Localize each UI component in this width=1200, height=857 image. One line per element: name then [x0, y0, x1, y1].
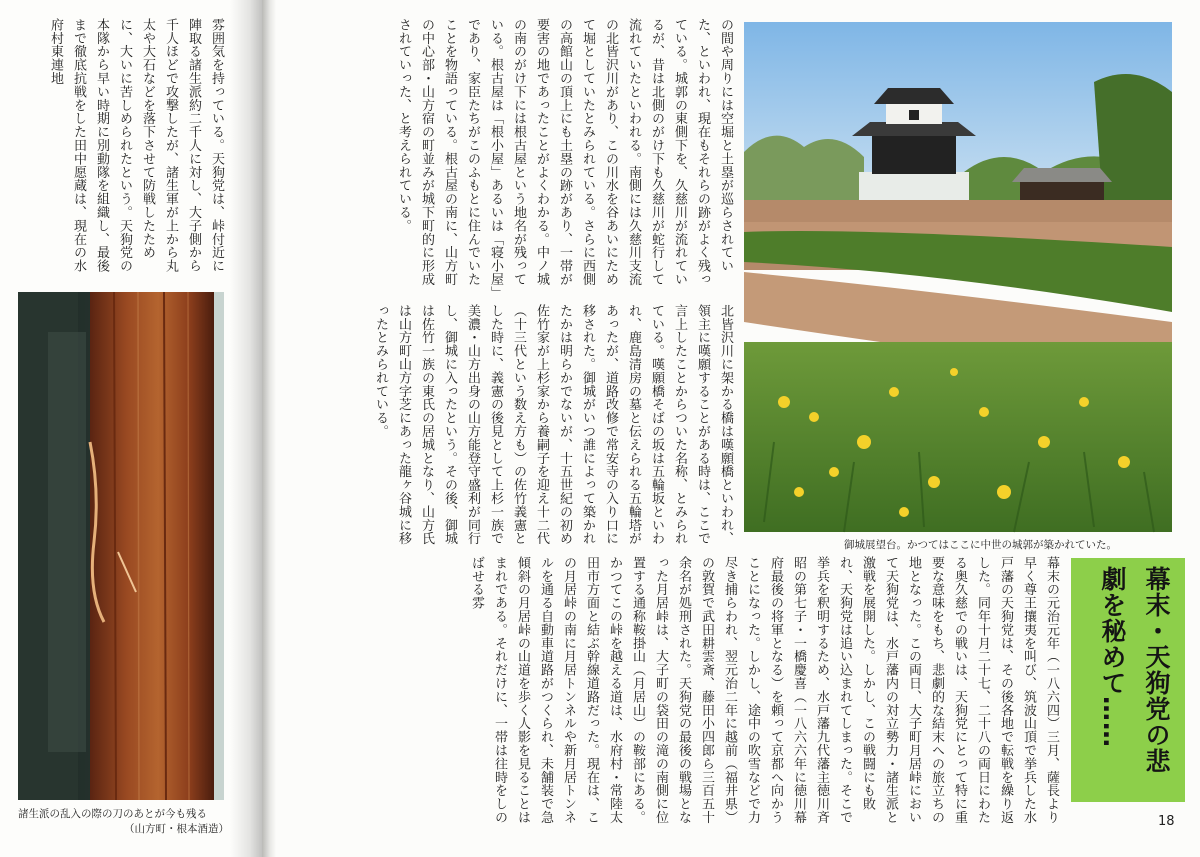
right-page-middle-text: 北皆沢川に架かる橋は嘆願橋といわれ、領主に嘆願することがある時は、ここで言上したことからついた名称、とみられている。嘆願橋そばの坂は五輪坂といわれ、鹿島清房の墓と伝えられる五輪塔があったが、道路改修で常安寺の入り口に移された。御城がいつ誰によって築かれたかは明らかでないが、十五世紀の初め佐竹家が上杉家から養嗣子を迎え十二代（十三代という数え方も）の佐竹義憲とした時に、義憲の後見として上杉一族で美濃・山方出身の山方能登守盛利が同行し、御城に入ったという。その後、御城は佐竹一族の東氏の居城となり、山方氏は山方町山方字芝にあった龍ヶ谷城に移ったとみられている。 [373, 304, 733, 546]
left-photo-caption-line1: 諸生派の乱入の際の刀のあとが今も残る [18, 808, 207, 820]
castle-photo-caption: 御城展望台。かつてはここに中世の城郭が築かれていた。 [844, 539, 1117, 551]
right-page-upper-text: の間や周りには空堀と土塁が巡らされていた、といわれ、現在もそれらの跡がよく残っている。城郭の東側下を、久慈川が流れているが、昔は北側のがけ下も久慈川が蛇行して流れていたといわれる。南側には久慈川支流の北皆沢川があり、この川水を谷あいにためて堀としていたとみられている。さらに西側の高館山の頂上にも土塁の跡があり、一帯が要害の地であったことがよくわかる。中ノ城の南のがけ下には根古屋という地名が残っている。根古屋は「根小屋」あるいは「寝小屋」であり、家臣たちがこのふもとに住んでいたことを物語っている。根古屋の南に、山方町の中心部・山方宿の町並みが城下町的に形成されていった、と考えられている。 [396, 18, 733, 293]
brewery-door-photo [18, 292, 224, 800]
left-photo-caption-line2: （山方町・根本酒造） [124, 823, 229, 835]
right-page-lower-text: 幕末の元治元年（一八六四）三月、薩長より早く尊王攘夷を叫び、筑波山頂で挙兵した水戸藩の天狗党は、その後各地で転戦を繰り返した。同年十月二十七、二十八の両日にわたる奥久慈での戦いは、天狗党にとって特に重要な意味をもち、悲劇的な結末への旅立ちの地となった。この両日、大子町月居峠において天狗党は、水戸藩内の対立勢力・諸生派と激戦を展開した。しかし、この戦闘にも敗れ、天狗党は追い込まれてしまった。そこで挙兵を釈明するため、水戸藩九代藩主徳川斉昭の第七子・一橋慶喜（一八六六年に徳川幕府最後の将軍となる）を頼って京都へ向かうことになった。しかし、途中の吹雪などで力尽き捕らわれ、翌元治二年に越前（福井県）の敦賀で武田耕雲斎、藤田小四郎ら三百五十余名が処刑された。天狗党の最後の戦場となった月居峠は、大子町の袋田の滝の南側に位置する通称鞍掛山（月居山）の鞍部にある。かつてこの峠を越える道は、水府村・常陸太田市方面と結ぶ幹線道路だった。現在は、この月居峠の南に月居トンネルや新月居トンネルを通る自動車道路がつくられ、未舗装で急傾斜の月居峠の山道を歩く人影を見ることはまれである。それだけに、一帯は往時をしのばせる雰 [469, 556, 1059, 824]
left-page [0, 0, 262, 857]
section-title: 幕末・天狗党の悲劇を秘めて…… [1098, 566, 1171, 774]
castle-observatory-photo [744, 22, 1172, 532]
page-gutter [262, 0, 276, 857]
spine-shadow [230, 0, 266, 857]
page-number: 18 [1158, 814, 1175, 829]
left-page-text: 雰囲気を持っている。天狗党は、峠付近に陣取る諸生派約二千人に対し、大子側から千人ほどで攻撃したが、諸生軍が上から丸太や大石などを落下させて防戦したために、大いに苦しめられたという。天狗党の本隊から早い時期に別動隊を組織し、最後まで徹底抗戦をした田中愿蔵は、現在の水府村東連地 [48, 18, 224, 273]
